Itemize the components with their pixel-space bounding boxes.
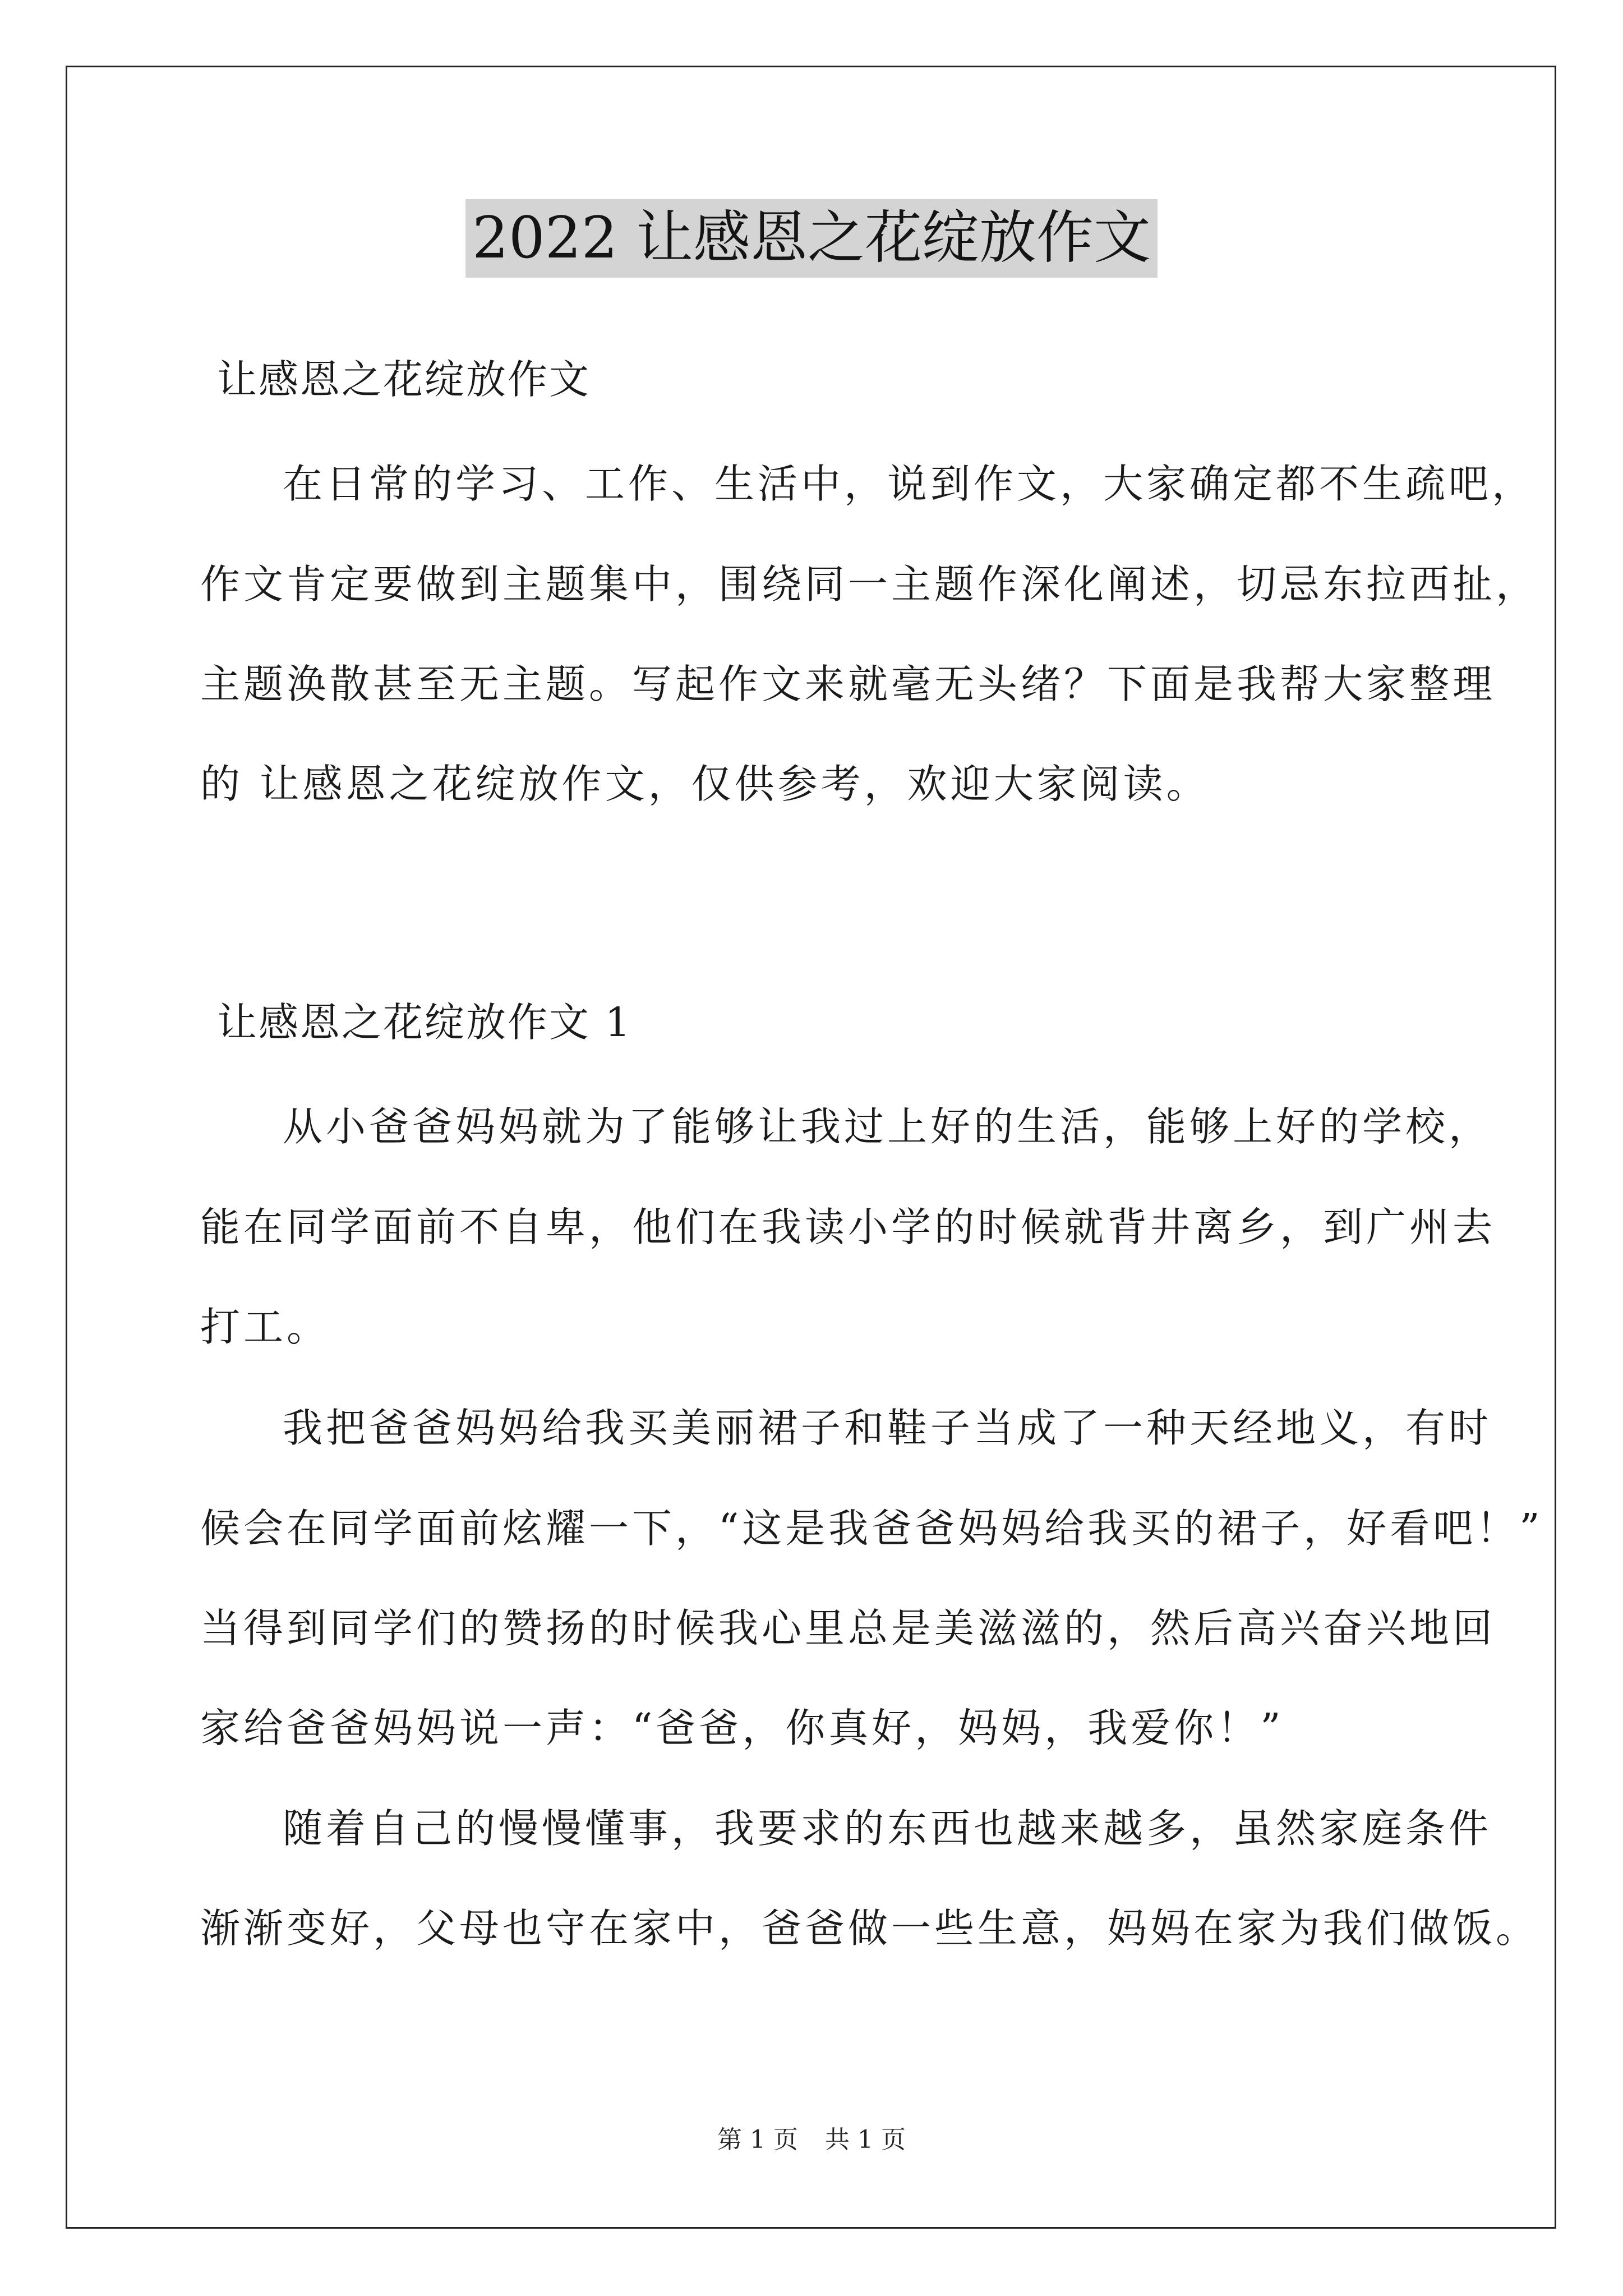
paragraph-line: 渐渐变好，父母也守在家中，爸爸做一些生意，妈妈在家为我们做饭。 [200,1905,1539,1952]
paragraph-line: 家给爸爸妈妈说一声：“爸爸，你真好，妈妈，我爱你！” [200,1705,1284,1751]
paragraph-line: 的 让感恩之花绽放作文，仅供参考，欢迎大家阅读。 [200,761,1210,807]
paragraph-line: 在日常的学习、工作、生活中，说到作文，大家确定都不生疏吧， [283,461,1536,507]
paragraph-line: 主题涣散甚至无主题。写起作文来就毫无头绪？下面是我帮大家整理 [200,661,1496,707]
document-title: 2022 让感恩之花绽放作文 [465,199,1158,278]
page-total: 共 1 页 [825,2125,906,2154]
paragraph-line: 我把爸爸妈妈给我买美丽裙子和鞋子当成了一种天经地义，有时 [283,1405,1492,1451]
page-number: 第 1 页 [717,2125,798,2154]
paragraph-line: 候会在同学面前炫耀一下，“这是我爸爸妈妈给我买的裙子，好看吧！” [200,1505,1543,1552]
paragraph-line: 当得到同学们的赞扬的时候我心里总是美滋滋的，然后高兴奋兴地回 [200,1605,1496,1651]
paragraph-line: 作文肯定要做到主题集中，围绕同一主题作深化阐述，切忌东拉西扯， [200,561,1539,608]
paragraph-line: 能在同学面前不自卑，他们在我读小学的时候就背井离乡，到广州去 [200,1204,1496,1250]
paragraph-line: 从小爸爸妈妈就为了能够让我过上好的生活，能够上好的学校， [283,1103,1492,1150]
paragraph-line: 随着自己的慢慢懂事，我要求的东西也越来越多，虽然家庭条件 [283,1805,1492,1852]
essay-heading: 让感恩之花绽放作文 1 [217,999,632,1046]
page-footer [0,2123,1623,2157]
intro-heading: 让感恩之花绽放作文 [217,356,591,403]
paragraph-line: 打工。 [200,1304,330,1350]
